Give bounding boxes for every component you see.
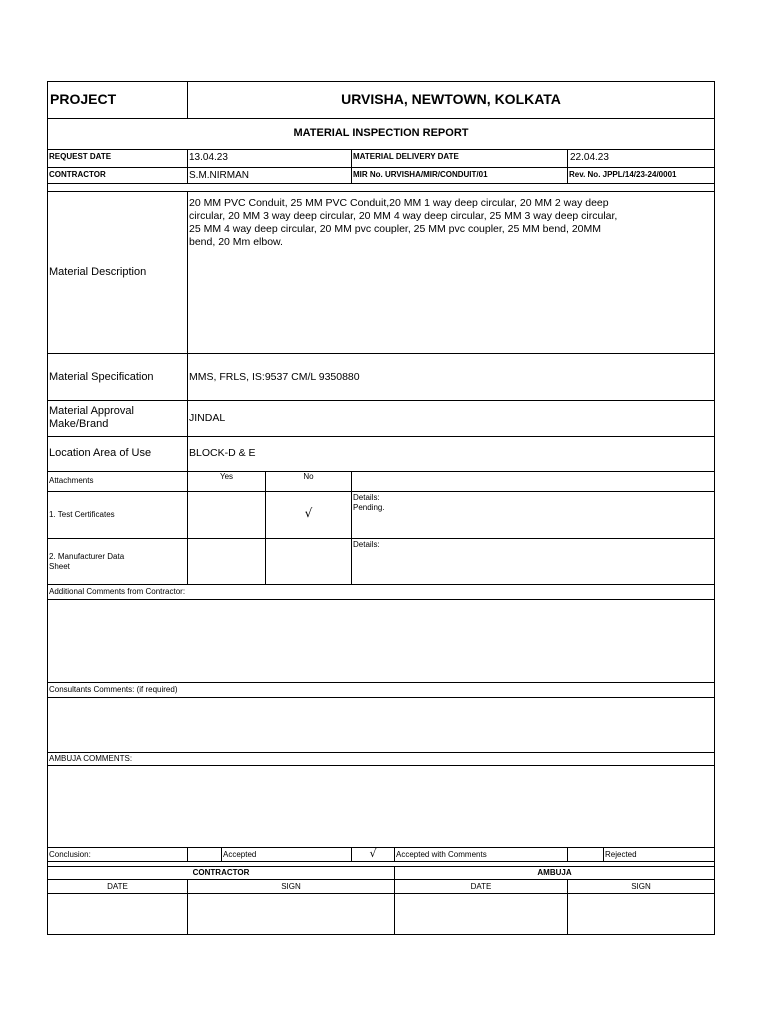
material-description-line: 25 MM 4 way deep circular, 20 MM pvc coupler, 25 MM pvc coupler, 25 MM bend, 20MM	[189, 223, 602, 235]
material-description-label-cell	[47, 191, 188, 354]
manufacturer-no-cell	[265, 538, 352, 585]
ambuja-date-cell	[394, 893, 568, 935]
ambuja-sign-header	[567, 879, 715, 894]
accepted-label: Accepted	[223, 850, 257, 859]
attachments-no-header	[265, 471, 352, 492]
ambuja-comments-label-cell	[47, 752, 715, 766]
test-certificates-no-cell	[265, 491, 352, 539]
contractor-sign-cell	[187, 893, 395, 935]
test-certificates-label-cell	[47, 491, 188, 539]
conclusion-box-2	[567, 847, 604, 862]
delivery-date-cell	[567, 149, 715, 168]
request-date-label-cell	[47, 149, 188, 168]
material-description-cell	[187, 191, 715, 354]
conclusion-label-cell	[47, 847, 188, 862]
attachments-details-header	[351, 471, 715, 492]
specification-label: Material Specification	[49, 371, 154, 383]
contractor-signoff-label: CONTRACTOR	[192, 868, 250, 877]
manufacturer-details: Details:	[353, 540, 380, 549]
approval-label-line: Material Approval	[49, 405, 134, 417]
location-cell	[187, 436, 715, 472]
contractor-date-label: DATE	[107, 882, 128, 891]
contractor-label-cell	[47, 167, 188, 184]
report-title-cell	[47, 118, 715, 150]
contractor-label: CONTRACTOR	[49, 170, 106, 179]
request-date: 13.04.23	[189, 152, 228, 163]
accepted-cell	[221, 847, 352, 862]
project-label-cell	[47, 81, 188, 119]
ambuja-comments-area	[47, 765, 715, 848]
attachments-label-cell	[47, 471, 188, 492]
delivery-date-label: MATERIAL DELIVERY DATE	[353, 152, 459, 161]
contractor-cell	[187, 167, 352, 184]
approval-label-cell	[47, 400, 188, 437]
attachments-yes-header	[187, 471, 266, 492]
contractor-signoff-header	[47, 866, 395, 880]
material-description-line: bend, 20 Mm elbow.	[189, 236, 283, 248]
ambuja-signoff-label: AMBUJA	[537, 868, 572, 877]
ambuja-signoff-header	[394, 866, 715, 880]
test-certificates-details-cell	[351, 491, 715, 539]
ambuja-sign-label: SIGN	[631, 882, 651, 891]
project-label: PROJECT	[50, 91, 117, 107]
attachments-no-label: No	[303, 472, 314, 481]
contractor-comments-area	[47, 599, 715, 683]
approval-cell	[187, 400, 715, 437]
location-label-cell	[47, 436, 188, 472]
manufacturer-details-cell	[351, 538, 715, 585]
test-certificates-yes-cell	[187, 491, 266, 539]
manufacturer-yes-cell	[187, 538, 266, 585]
material-description-line: 20 MM PVC Conduit, 25 MM PVC Conduit,20 MM 1 way deep circular, 20 MM 2 way deep	[189, 197, 609, 209]
contractor-name: S.M.NIRMAN	[189, 170, 249, 181]
request-date-cell	[187, 149, 352, 168]
accepted-mark-cell	[351, 847, 395, 862]
location-value: BLOCK-D & E	[189, 447, 256, 459]
material-inspection-report	[48, 82, 716, 936]
report-title: MATERIAL INSPECTION REPORT	[293, 127, 469, 139]
delivery-date-label-cell	[351, 149, 568, 168]
contractor-date-cell	[47, 893, 188, 935]
ambuja-sign-cell	[567, 893, 715, 935]
rejected-label: Rejected	[605, 850, 637, 859]
manufacturer-label-cell	[47, 538, 188, 585]
ambuja-date-header	[394, 879, 568, 894]
material-description-label: Material Description	[49, 266, 147, 278]
attachments-yes-label: Yes	[219, 472, 234, 481]
consultants-comments-label: Consultants Comments: (if required)	[49, 685, 178, 694]
delivery-date: 22.04.23	[570, 152, 609, 163]
accepted-with-comments-label: Accepted with Comments	[396, 850, 487, 859]
project-name-cell	[187, 81, 715, 119]
contractor-comments-label-cell	[47, 584, 715, 600]
specification-value: MMS, FRLS, IS:9537 CM/L 9350880	[189, 371, 360, 383]
specification-label-cell	[47, 353, 188, 401]
mir-no-cell	[351, 167, 568, 184]
request-date-label: REQUEST DATE	[49, 152, 112, 161]
check-mark-icon: √	[304, 506, 313, 520]
conclusion-label: Conclusion:	[49, 850, 91, 859]
consultants-comments-label-cell	[47, 682, 715, 698]
test-certificates-label: 1. Test Certificates	[49, 510, 115, 519]
test-details-line: Pending.	[353, 503, 385, 512]
contractor-sign-label: SIGN	[281, 882, 301, 891]
approval-label-line: Make/Brand	[49, 418, 109, 430]
rejected-cell	[603, 847, 715, 862]
accepted-with-comments-cell	[394, 847, 568, 862]
contractor-date-header	[47, 879, 188, 894]
project-name: URVISHA, NEWTOWN, KOLKATA	[341, 91, 561, 107]
consultants-comments-area	[47, 697, 715, 753]
location-label: Location Area of Use	[49, 447, 152, 459]
manufacturer-label-line: Sheet	[49, 562, 70, 571]
ambuja-comments-label: AMBUJA COMMENTS:	[49, 754, 133, 763]
attachments-label: Attachments	[49, 476, 94, 485]
material-description-line: circular, 20 MM 3 way deep circular, 20 MM 4 way deep circular, 25 MM 3 way deep circular,	[189, 210, 618, 222]
rev-no: Rev. No. JPPL/14/23-24/0001	[569, 170, 677, 179]
specification-cell	[187, 353, 715, 401]
mir-no: MIR No. URVISHA/MIR/CONDUIT/01	[353, 170, 488, 179]
approval-value: JINDAL	[189, 412, 226, 424]
rev-no-cell	[567, 167, 715, 184]
conclusion-box-1	[187, 847, 222, 862]
contractor-sign-header	[187, 879, 395, 894]
check-mark-icon: √	[369, 847, 377, 860]
contractor-comments-label: Additional Comments from Contractor:	[49, 587, 186, 596]
test-details-line: Details:	[353, 493, 380, 502]
manufacturer-label-line: 2. Manufacturer Data	[49, 552, 125, 561]
ambuja-date-label: DATE	[470, 882, 492, 891]
